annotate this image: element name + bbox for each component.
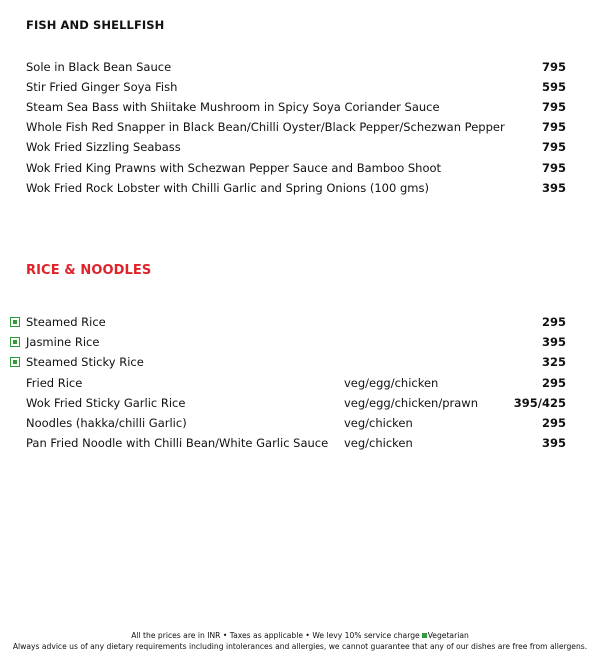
item-price: 395 <box>541 181 566 195</box>
item-price: 395 <box>541 436 566 450</box>
item-price: 795 <box>541 140 566 154</box>
item-name: Jasmine Rice <box>26 335 100 349</box>
item-name: Wok Fried Sticky Garlic Rice <box>26 396 186 410</box>
rice-section-title: RICE & NOODLES <box>26 263 152 278</box>
menu-item <box>0 434 600 452</box>
item-price: 295 <box>541 416 566 430</box>
item-option: veg/chicken <box>344 436 413 450</box>
item-name: Stir Fried Ginger Soya Fish <box>26 80 178 94</box>
item-name: Sole in Black Bean Sauce <box>26 60 172 74</box>
veg-icon <box>10 337 20 347</box>
menu-item <box>0 179 600 197</box>
item-name: Wok Fried Sizzling Seabass <box>26 140 181 154</box>
veg-legend-icon <box>422 633 427 638</box>
item-name: Noodles (hakka/chilli Garlic) <box>26 416 187 430</box>
item-name: Fried Rice <box>26 376 83 390</box>
item-price: 795 <box>541 60 566 74</box>
veg-icon <box>10 317 20 327</box>
footer-veg-label: Vegetarian <box>427 631 469 640</box>
item-option: veg/egg/chicken/prawn <box>344 396 478 410</box>
item-price: 395 <box>541 335 566 349</box>
menu-item <box>0 78 600 96</box>
menu-item <box>0 138 600 156</box>
item-price: 795 <box>541 161 566 175</box>
item-name: Steamed Rice <box>26 315 106 329</box>
footer-pricing-text: All the prices are in INR • Taxes as applicable • We levy 10% service charge <box>131 631 420 640</box>
item-price: 595 <box>541 80 566 94</box>
item-name: Whole Fish Red Snapper in Black Bean/Chilli Oyster/Black Pepper/Schezwan Pepper <box>26 120 505 134</box>
veg-icon <box>10 357 20 367</box>
menu-item <box>0 414 600 432</box>
item-price: 395/425 <box>513 396 566 410</box>
item-name: Wok Fried King Prawns with Schezwan Pepper Sauce and Bamboo Shoot <box>26 161 442 175</box>
item-price: 795 <box>541 100 566 114</box>
footer-pricing-note <box>0 631 600 641</box>
item-name: Pan Fried Noodle with Chilli Bean/White Garlic Sauce <box>26 436 329 450</box>
item-price: 795 <box>541 120 566 134</box>
menu-item <box>0 98 600 116</box>
menu-item <box>0 118 600 136</box>
item-price: 295 <box>541 376 566 390</box>
item-name: Steamed Sticky Rice <box>26 355 144 369</box>
footer-allergen-note: Always advice us of any dietary requirements including intolerances and allergies, we cannot guarantee that any of our dishes are free from allergens. <box>12 642 588 651</box>
menu-item <box>0 58 600 76</box>
item-option: veg/chicken <box>344 416 413 430</box>
menu-item <box>0 333 600 351</box>
item-name: Wok Fried Rock Lobster with Chilli Garlic and Spring Onions (100 gms) <box>26 181 429 195</box>
menu-item <box>0 374 600 392</box>
menu-item <box>0 394 600 412</box>
menu-item <box>0 353 600 371</box>
menu-item <box>0 159 600 177</box>
item-price: 295 <box>541 315 566 329</box>
item-option: veg/egg/chicken <box>344 376 439 390</box>
item-price: 325 <box>541 355 566 369</box>
fish-section-title: FISH AND SHELLFISH <box>26 18 165 32</box>
item-name: Steam Sea Bass with Shiitake Mushroom in Spicy Soya Coriander Sauce <box>26 100 440 114</box>
menu-item <box>0 313 600 331</box>
